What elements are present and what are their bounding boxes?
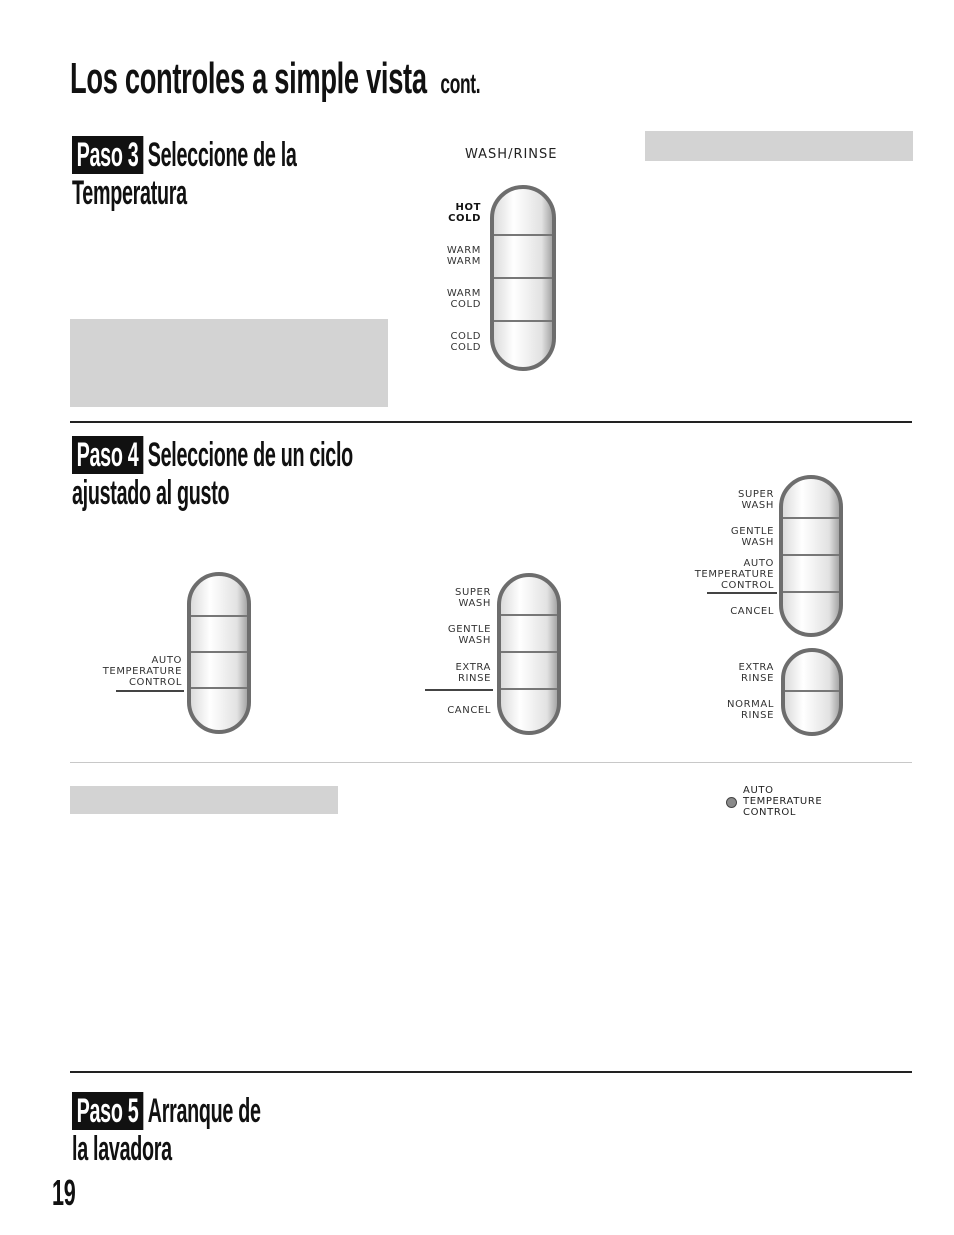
step3-heading-line2: Temperatura [72,174,187,212]
temp-option-line2: COLD [450,342,481,353]
temp-option-line2: COLD [448,213,481,224]
label-line2: WASH [741,537,774,548]
panel-c-extra-rinse[interactable] [690,662,774,684]
panel-c-super-wash[interactable] [690,489,774,511]
step3-shaded-note [70,319,388,407]
panel-b-button-column[interactable] [494,571,564,737]
temp-option-line1: WARM [446,245,481,256]
step4-heading-line2: ajustado al gusto [72,474,230,512]
panel-b-super-wash[interactable] [420,587,491,609]
step3-tag: Paso 3 [72,136,143,174]
indicator-label [743,785,822,818]
page-title [70,54,480,104]
label-line1: CANCEL [730,606,774,617]
label-line3: CONTROL [743,807,797,818]
page-title-text: Los controles a simple vista [70,54,427,103]
wash-rinse-button-column[interactable] [486,183,560,373]
label-line2: TEMPERATURE [694,569,774,580]
label-line2: RINSE [740,710,774,721]
label-line1: SUPER [738,489,774,500]
label-line1: GENTLE [447,624,491,635]
temp-option-warm-cold[interactable] [420,288,481,310]
temp-option-line1: WARM [446,288,481,299]
page-title-cont: cont. [440,68,481,99]
label-line2: WASH [458,598,491,609]
panel-c-rinse-button-column[interactable] [778,646,846,738]
step5-heading-line1: Arranque de [147,1092,261,1130]
temp-option-hot-cold[interactable] [420,202,481,224]
panel-c-gentle-wash[interactable] [690,526,774,548]
section-divider [70,1071,912,1073]
step5-heading-line2: la lavadora [72,1130,172,1168]
panel-c-underline [707,592,777,594]
temp-option-line1: COLD [450,331,481,342]
label-line1: CANCEL [447,705,491,716]
label-line1: AUTO [743,558,774,569]
panel-a-button-column[interactable] [184,570,254,736]
temp-option-line2: WARM [446,256,481,267]
label-line3: CONTROL [720,580,774,591]
label-line2: WASH [458,635,491,646]
temp-option-cold-cold[interactable] [420,331,481,353]
step4-shaded-bar [70,786,338,814]
page-number: 19 [52,1172,76,1213]
step4-tag: Paso 4 [72,436,143,474]
label-line2: RINSE [457,673,491,684]
step3-heading [72,136,297,212]
label-line1: NORMAL [727,699,774,710]
step3-heading-line1: Seleccione de la [147,136,297,174]
panel-b-cancel[interactable] [420,705,491,716]
panel-c-button-column[interactable] [776,473,846,639]
label-line2: RINSE [740,673,774,684]
indicator-light-icon [726,797,737,808]
label-line2: TEMPERATURE [102,666,182,677]
label-line1: GENTLE [730,526,774,537]
step5-heading [72,1092,261,1168]
temp-option-line2: COLD [450,299,481,310]
temp-option-line1: HOT [455,202,481,213]
panel-a-auto-temp-label[interactable] [90,655,182,688]
step5-tag: Paso 5 [72,1092,143,1130]
wash-rinse-title: WASH/RINSE [465,147,558,162]
panel-c-normal-rinse[interactable] [690,699,774,721]
panel-b-underline [425,689,493,691]
panel-c-auto-temp[interactable] [680,558,774,591]
step4-heading-line1: Seleccione de un ciclo [147,436,353,474]
label-line1: AUTO [743,785,774,796]
label-line3: CONTROL [128,677,182,688]
section-divider [70,421,912,423]
step4-heading [72,436,353,512]
label-line1: EXTRA [738,662,774,673]
panel-b-extra-rinse[interactable] [420,662,491,684]
label-line2: TEMPERATURE [743,796,823,807]
panel-b-gentle-wash[interactable] [420,624,491,646]
button-column-body[interactable] [499,575,559,733]
label-line2: WASH [741,500,774,511]
temp-option-warm-warm[interactable] [420,245,481,267]
label-line1: EXTRA [455,662,491,673]
step3-shaded-bar [645,131,913,161]
label-line1: AUTO [151,655,182,666]
panel-c-cancel[interactable] [690,606,774,617]
label-line1: SUPER [455,587,491,598]
panel-a-underline [116,690,184,692]
subsection-divider [70,762,912,763]
